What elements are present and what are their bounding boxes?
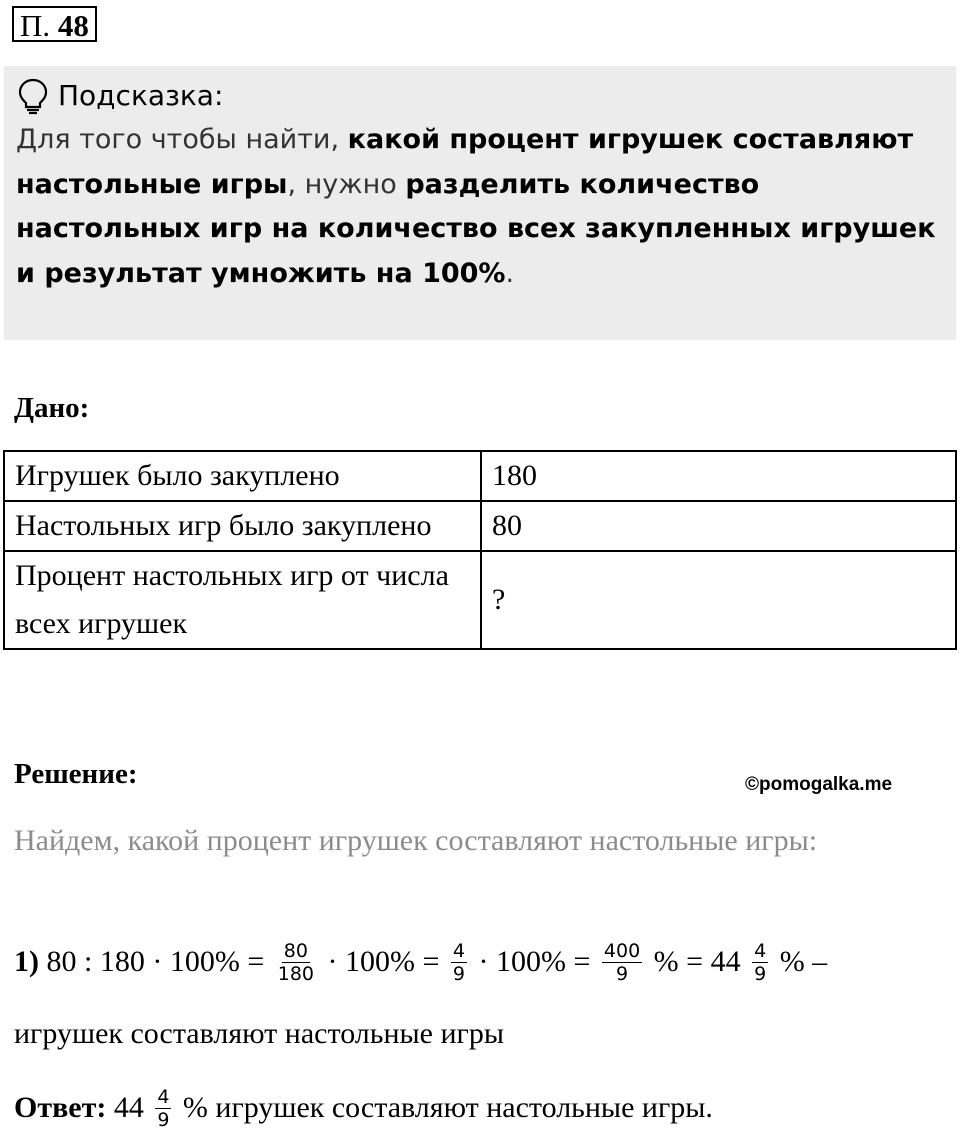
- hint-seg-4: разделить количество настольных игр на количество всех закупленных игрушек и результат умножить на 100%: [16, 168, 936, 289]
- fraction: [752, 940, 768, 985]
- step-text-2: · 100% =: [320, 945, 447, 978]
- hint-seg-2: какой процент игрушек составляют настольные игры: [16, 124, 914, 200]
- problem-label: [12, 6, 97, 42]
- table-row: [4, 451, 956, 501]
- hint-seg-3: , нужно: [287, 168, 406, 200]
- hint-seg-1: ,: [330, 124, 348, 155]
- given-value: ?: [481, 551, 956, 649]
- step-number: 1): [14, 945, 39, 978]
- table-row: [4, 551, 956, 649]
- fraction-numerator: 400: [603, 939, 641, 962]
- given-table: [3, 450, 957, 650]
- lightbulb-icon: [16, 77, 50, 115]
- fraction-numerator: 4: [754, 939, 767, 962]
- fraction: [155, 1086, 171, 1131]
- hint-header: [16, 76, 944, 116]
- given-label: Настольных игр было закуплено: [4, 501, 481, 551]
- hint-seg-5: .: [505, 257, 515, 289]
- given-value: 180: [481, 451, 956, 501]
- step-text-5: % –: [772, 945, 828, 978]
- hint-seg-0: Для того чтобы найти: [16, 124, 331, 155]
- fraction-denominator: 9: [157, 1108, 170, 1131]
- answer-whole: 44: [106, 1091, 152, 1124]
- step-continuation: игрушек составляют настольные игры: [14, 1017, 504, 1050]
- fraction-denominator: 9: [452, 962, 465, 985]
- given-label: Игрушек было закуплено: [4, 451, 481, 501]
- hint-text: [16, 118, 944, 296]
- fraction: [602, 940, 642, 985]
- solution-intro: Найдем, какой процент игрушек составляют настольные игры:: [14, 824, 818, 857]
- step-text-1: 80 : 180 · 100% =: [39, 945, 272, 978]
- answer-line: [14, 1078, 713, 1138]
- problem-label-number: 48: [57, 8, 89, 43]
- fraction-numerator: 4: [157, 1085, 170, 1108]
- hint-box: [4, 66, 956, 340]
- given-value: 80: [481, 501, 956, 551]
- given-label: Процент настольных игр от числа всех игрушек: [4, 551, 481, 649]
- hint-title: Подсказка:: [58, 79, 224, 112]
- fraction-numerator: 80: [283, 939, 308, 962]
- copyright-watermark: ©pomogalka.me: [745, 774, 893, 795]
- problem-label-prefix: П.: [20, 8, 51, 43]
- fraction-denominator: 9: [615, 962, 629, 985]
- fraction: [276, 940, 316, 985]
- fraction-numerator: 4: [452, 939, 465, 962]
- solution-title: Решение:: [14, 758, 138, 790]
- answer-rest: % игрушек составляют настольные игры.: [175, 1091, 713, 1124]
- answer-label: Ответ:: [14, 1091, 107, 1124]
- fraction-denominator: 180: [277, 962, 314, 985]
- table-row: [4, 501, 956, 551]
- step-text-4: % = 44: [646, 945, 749, 978]
- fraction-denominator: 9: [754, 962, 767, 985]
- step-text-3: · 100% =: [471, 945, 598, 978]
- given-title: Дано:: [14, 392, 90, 424]
- fraction: [451, 940, 467, 985]
- solution-step-1: [14, 932, 827, 992]
